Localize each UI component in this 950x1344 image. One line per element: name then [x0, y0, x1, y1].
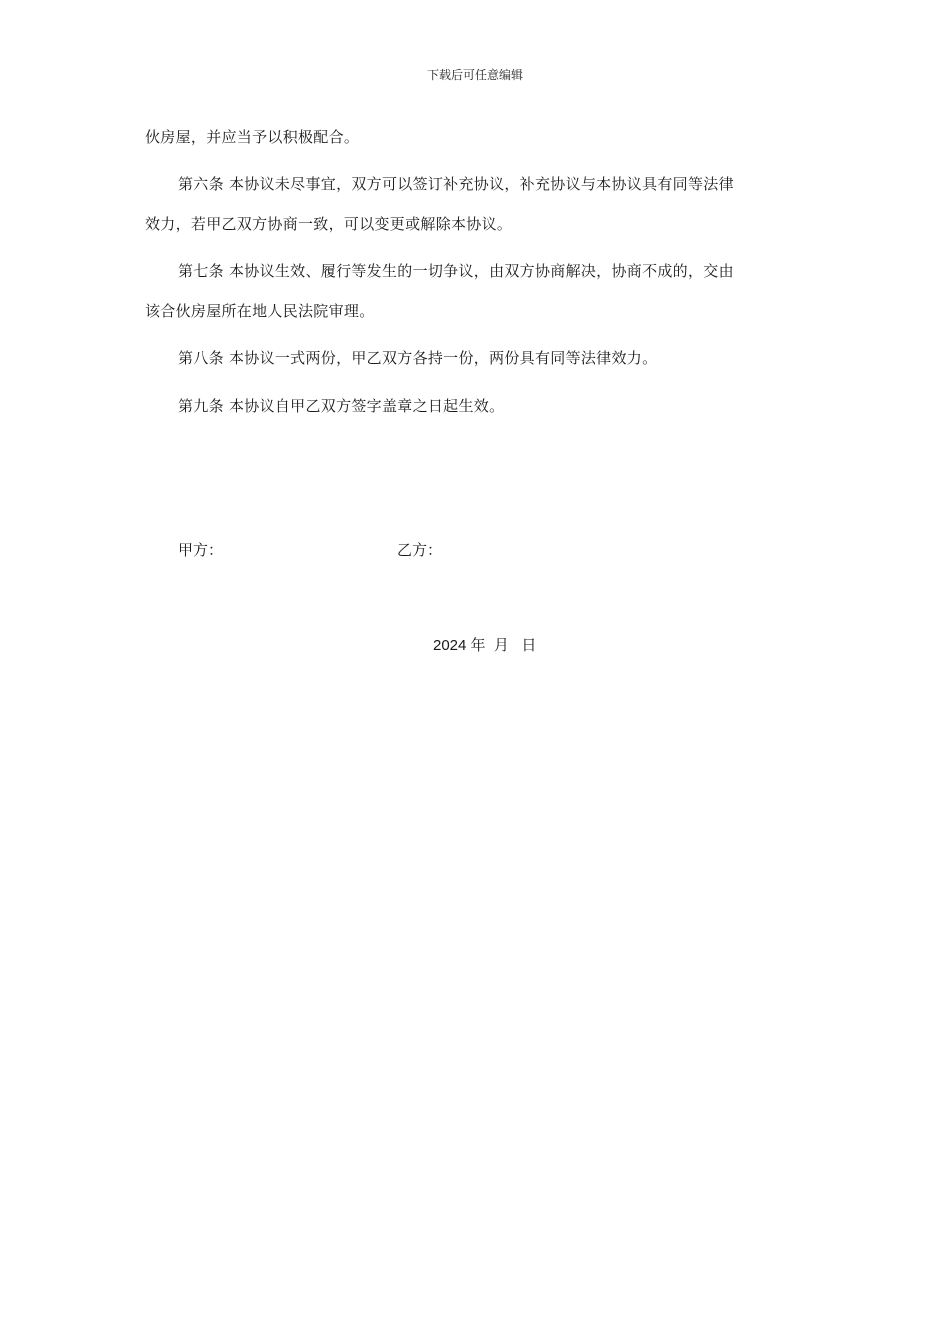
article-8: 第八条 本协议一式两份，甲乙双方各持一份，两份具有同等法律效力。: [178, 349, 658, 367]
article-9: 第九条 本协议自甲乙双方签字盖章之日起生效。: [178, 397, 505, 415]
article-6-line-2: 效力，若甲乙双方协商一致，可以变更或解除本协议。: [145, 215, 513, 233]
page-header: 下载后可任意编辑: [426, 68, 523, 82]
body-line-1: 伙房屋，并应当予以积极配合。: [145, 128, 360, 146]
article-7-line-2: 该合伙房屋所在地人民法院审理。: [145, 302, 375, 320]
article-6-line-1: 第六条 本协议未尽事宜，双方可以签订补充协议，补充协议与本协议具有同等法律: [178, 175, 734, 193]
article-7-line-1: 第七条 本协议生效、履行等发生的一切争议，由双方协商解决，协商不成的，交由: [178, 262, 734, 280]
party-a-signature-label: 甲方：: [178, 541, 224, 559]
signing-date: 2024 年 月 日: [433, 637, 537, 654]
party-b-signature-label: 乙方：: [397, 541, 443, 559]
